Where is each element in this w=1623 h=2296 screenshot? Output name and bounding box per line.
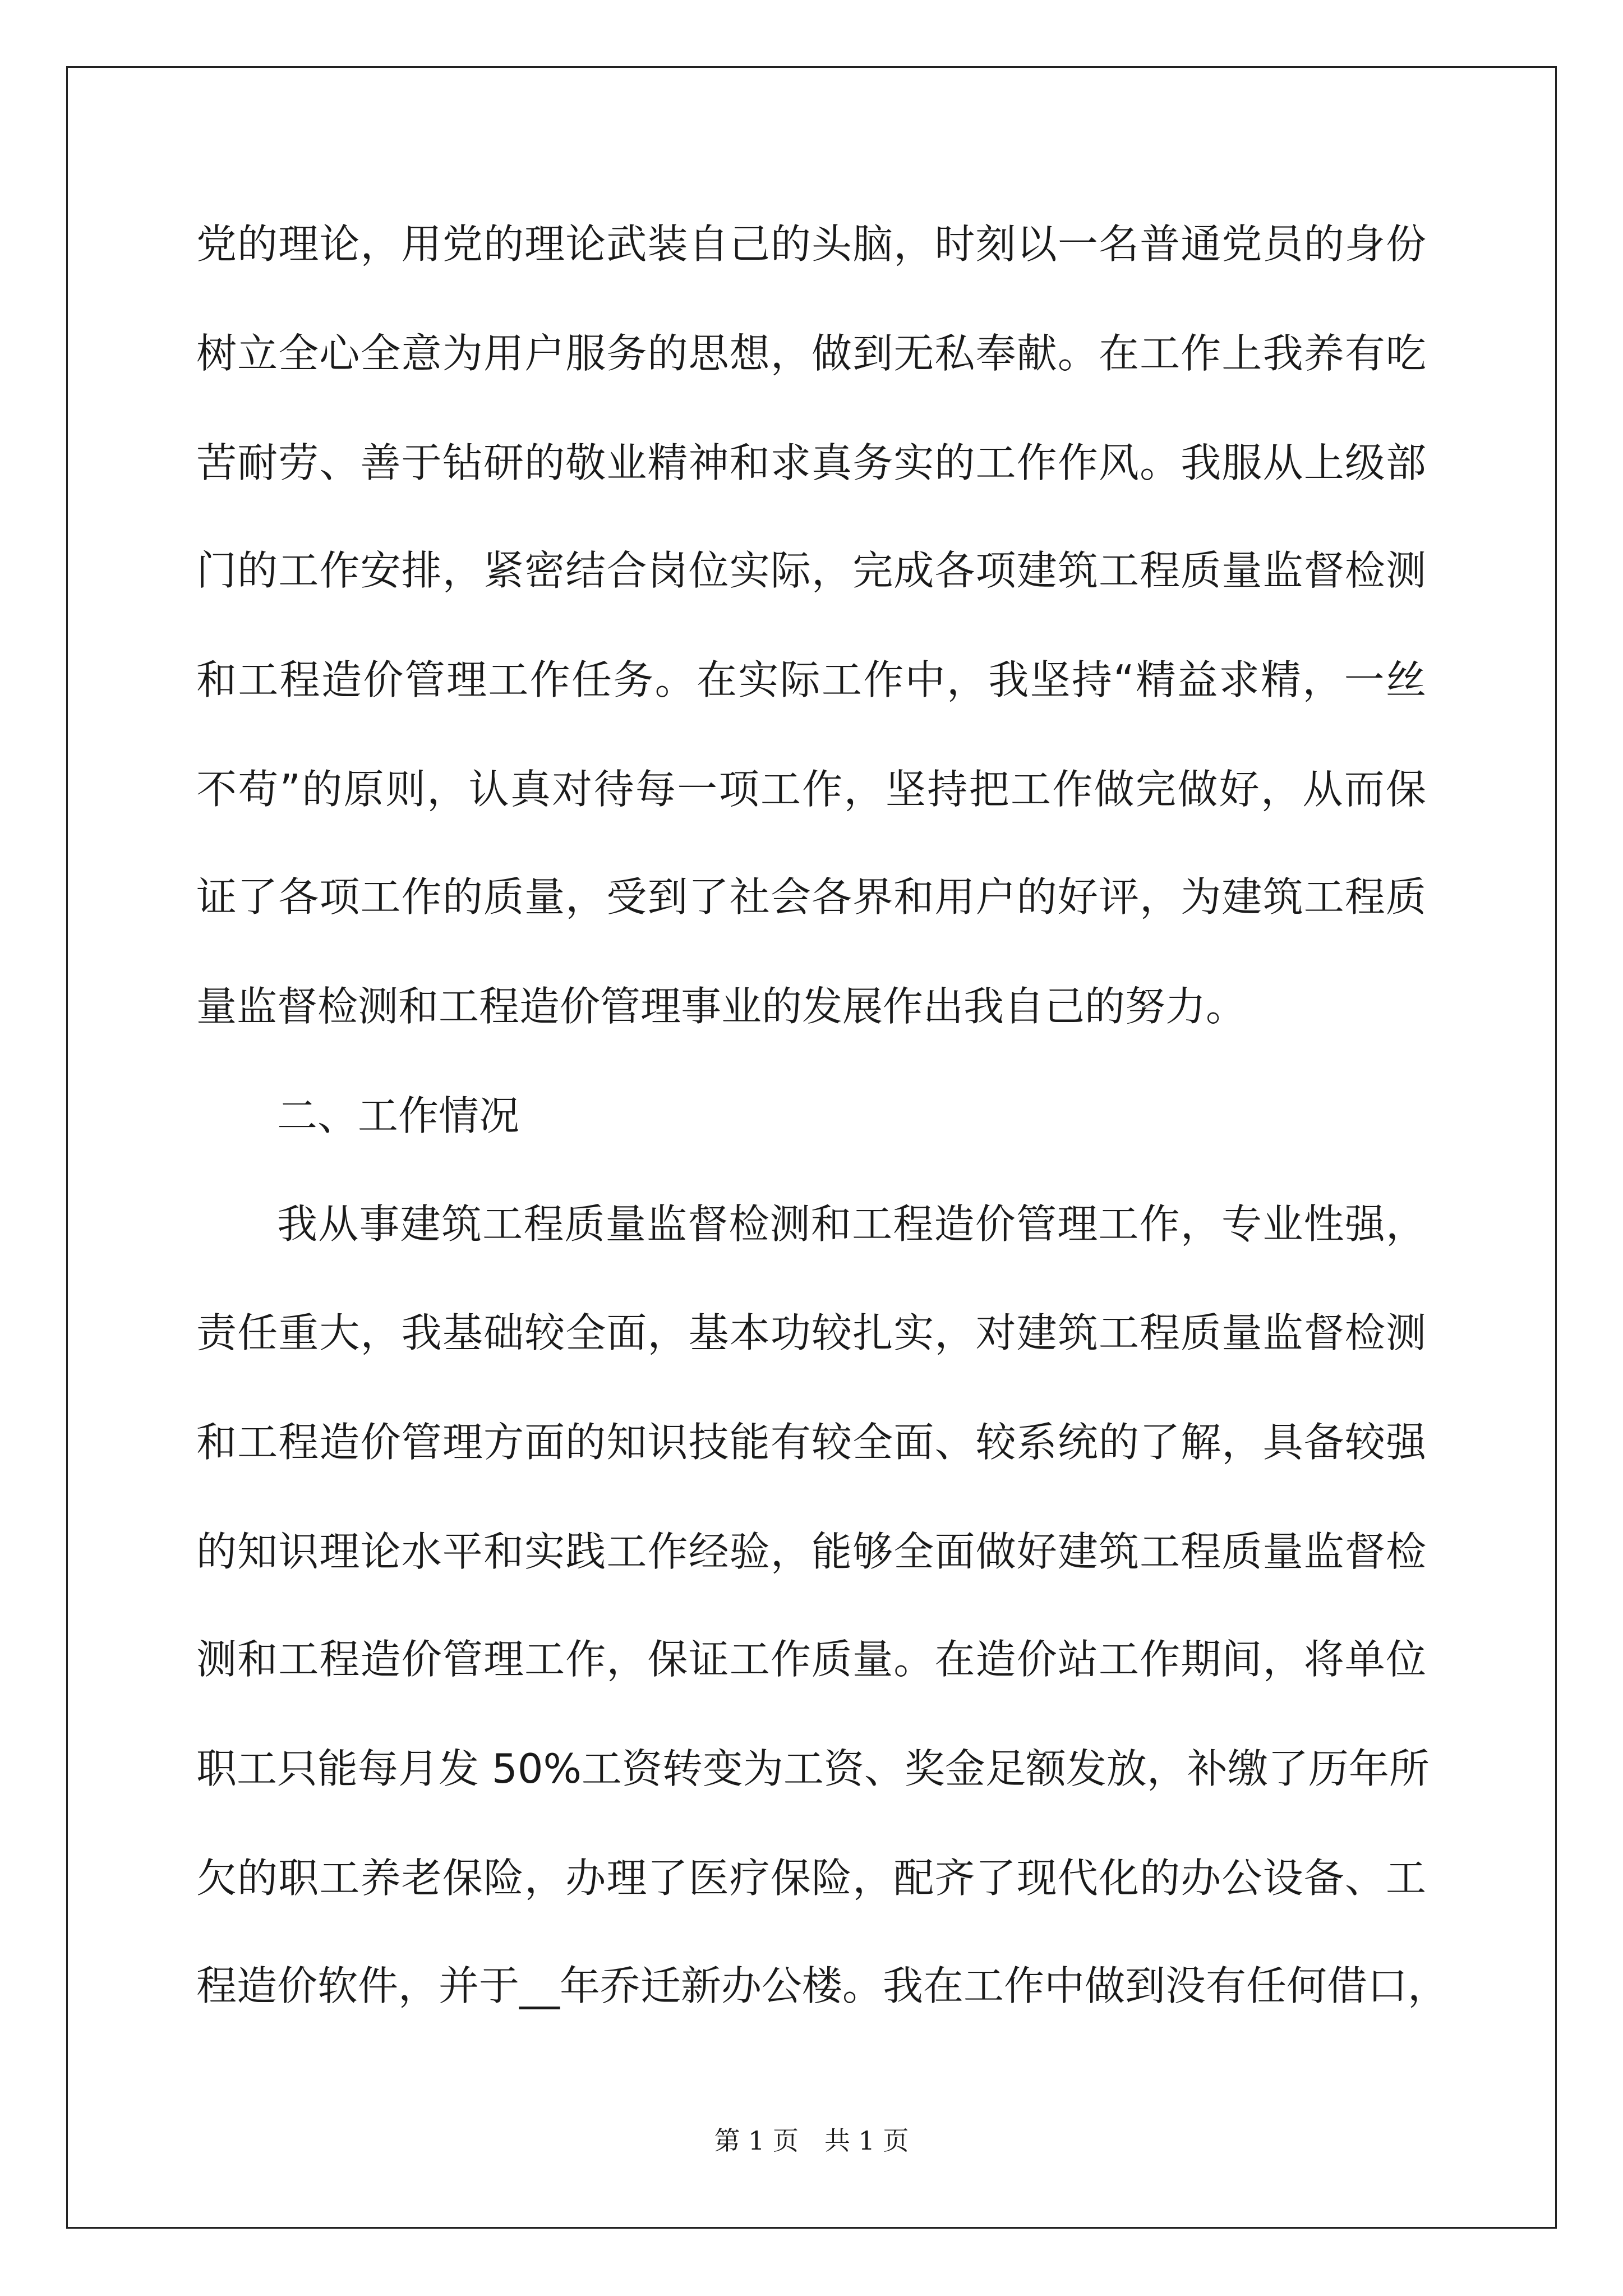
- text-line-16: 欠的职工养老保险，办理了医疗保险，配齐了现代化的办公设备、工: [196, 1855, 1426, 1902]
- text-line-10: 我从事建筑工程质量监督检测和工程造价管理工作，专业性强，: [277, 1200, 1426, 1248]
- text-line-3: 苦耐劳、善于钻研的敬业精神和求真务实的工作作风。我服从上级部: [196, 439, 1426, 486]
- text-line-15: 职工只能每月发 50%工资转变为工资、奖金足额发放，补缴了历年所: [196, 1745, 1430, 1792]
- text-line-7: 证了各项工作的质量，受到了社会各界和用户的好评，为建筑工程质: [196, 873, 1426, 921]
- text-line-12: 和工程造价管理方面的知识技能有较全面、较系统的了解，具备较强: [196, 1419, 1426, 1466]
- text-line-14: 测和工程造价管理工作，保证工作质量。在造价站工作期间，将单位: [196, 1636, 1426, 1683]
- text-line-8: 量监督检测和工程造价管理事业的发展作出我自己的努力。: [196, 983, 1247, 1030]
- text-line-11: 责任重大，我基础较全面，基本功较扎实，对建筑工程质量监督检测: [196, 1309, 1426, 1356]
- text-line-13: 的知识理论水平和实践工作经验，能够全面做好建筑工程质量监督检: [196, 1528, 1426, 1575]
- text-line-5: 和工程造价管理工作任务。在实际工作中，我坚持“精益求精，一丝: [196, 656, 1426, 703]
- text-line-4: 门的工作安排，紧密结合岗位实际，完成各项建筑工程质量监督检测: [196, 547, 1426, 594]
- section-heading: 二、工作情况: [277, 1092, 520, 1139]
- text-line-6: 不苟”的原则，认真对待每一项工作，坚持把工作做完做好，从而保: [196, 766, 1426, 813]
- text-line-1: 党的理论，用党的理论武装自己的头脑，时刻以一名普通党员的身份: [196, 220, 1426, 268]
- text-line-2: 树立全心全意为用户服务的思想，做到无私奉献。在工作上我养有吃: [196, 330, 1426, 377]
- page-number-footer: 第 1 页 共 1 页: [714, 2125, 909, 2156]
- text-line-17: 程造价软件，并于__年乔迁新办公楼。我在工作中做到没有任何借口，: [196, 1962, 1449, 2009]
